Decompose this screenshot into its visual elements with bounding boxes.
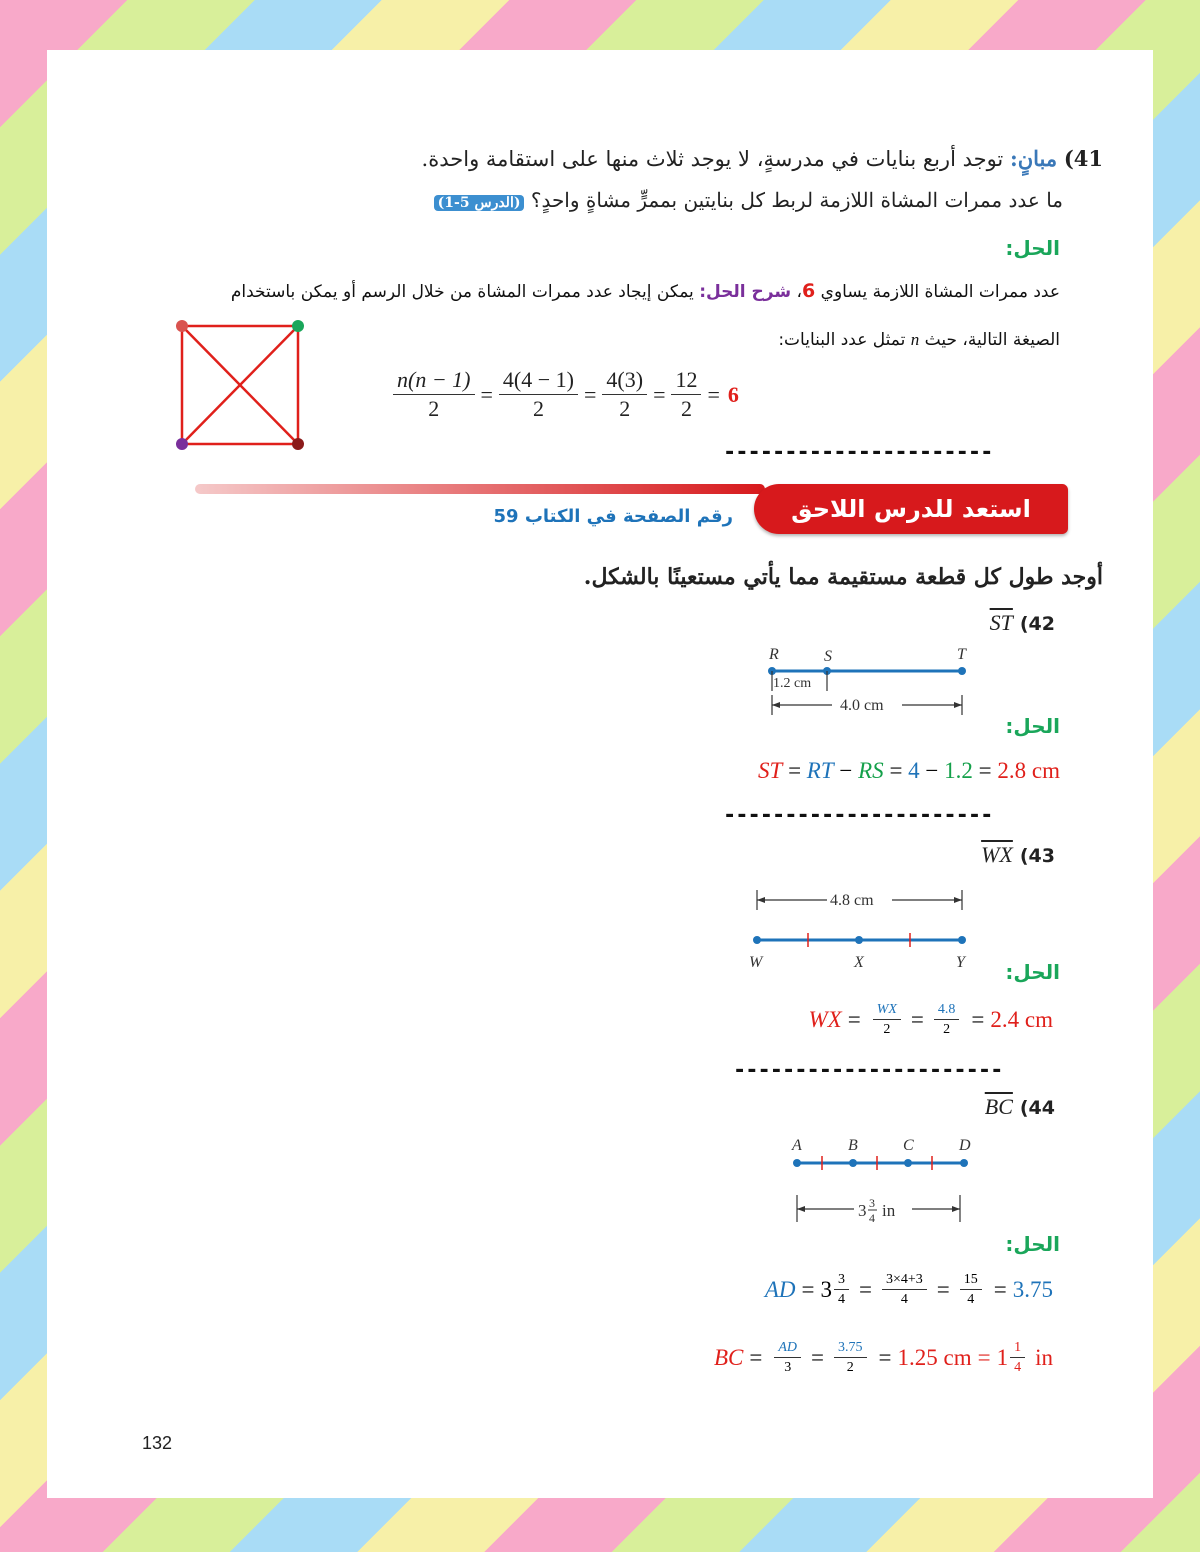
equals: = [653, 381, 666, 407]
banner-title: استعد للدرس اللاحق [754, 484, 1068, 534]
q41-graph [172, 320, 312, 450]
q44-equation-1: AD = 3 $\frac{3}{4}$ = $\frac{3\times 4+3}{4}$ = $\frac{15}{4}$ = 3.75 [764, 1272, 1053, 1308]
q43-equation: WX = $\frac{WX}{2}$ = $\frac{4.8}{2}$ = 2.4 cm [808, 1002, 1053, 1038]
q41-keyword: مبانٍ: [1009, 146, 1058, 171]
eq-result: 3.75 [1012, 1276, 1053, 1302]
q41-line2 [303, 188, 1063, 212]
q41-lesson-ref: (الدرس 5-1) [434, 195, 525, 211]
eq-result: 1.25 cm [897, 1344, 972, 1370]
q42-label-s: S [824, 648, 832, 665]
frac-num: 4.8 [934, 1002, 960, 1020]
eq-term: BC [714, 1344, 744, 1370]
q42-solution-label: الحل: [1005, 714, 1060, 738]
q41-formula-intro [560, 330, 1060, 350]
formula-num: 12 [671, 368, 701, 395]
frac-den: 3 [784, 1360, 792, 1376]
q42-header [990, 610, 1055, 636]
frac-den: 4 [1014, 1360, 1022, 1376]
q42-number: (42 [1019, 613, 1055, 635]
formula-num: 4(4 − 1) [499, 368, 578, 395]
page [47, 50, 1153, 1498]
eq-whole: 3 [820, 1276, 832, 1302]
q41-comma: ، [796, 282, 802, 302]
q44-label-a: A [792, 1137, 802, 1154]
q41-solution-label: الحل: [1005, 236, 1060, 260]
frac-num: 3.75 [834, 1340, 867, 1358]
page-number: 132 [142, 1433, 173, 1453]
q43-segment: $\overline{WX}$ [981, 842, 1013, 867]
q43-label-y: Y [956, 954, 965, 971]
q42-small-measure: 1.2 cm [773, 676, 812, 691]
frac-den: 4 [967, 1292, 975, 1308]
frac-num: 3×4+3 [882, 1272, 927, 1290]
graph-vertex [176, 320, 188, 332]
q42-label-t: T [957, 646, 966, 663]
frac-den: 2 [943, 1022, 951, 1038]
q43-header [981, 842, 1055, 868]
graph-vertex [292, 438, 304, 450]
eq-term: 4 [908, 758, 920, 783]
frac-num: WX [873, 1002, 901, 1020]
q42-big-measure: 4.0 cm [840, 697, 884, 714]
q44-segment: $\overline{BC}$ [984, 1094, 1013, 1119]
formula-den: 2 [680, 396, 692, 422]
q44-measure-num: 3 [869, 1196, 875, 1210]
separator-3: ---------------------- [733, 1058, 1003, 1083]
q41-text1: توجد أربع بنايات في مدرسةٍ، لا يوجد ثلاث منها على استقامة واحدة. [421, 147, 1004, 171]
eq-whole: 1 [996, 1344, 1009, 1370]
q41-formula [387, 368, 739, 421]
q44-header [985, 1094, 1055, 1120]
q43-figure [742, 885, 982, 975]
q43-solution-label: الحل: [1005, 960, 1060, 984]
eq-term: 1.2 [944, 758, 973, 783]
q42-figure [752, 645, 992, 725]
eq-result: 2.8 cm [997, 758, 1060, 783]
q43-label-x: X [854, 954, 864, 971]
formula-num: 4(3) [602, 368, 647, 395]
formula-den: 2 [428, 396, 440, 422]
q41-explain-text: يمكن إيجاد عدد ممرات المشاة من خلال الرسم أو يمكن باستخدام [230, 282, 694, 302]
q44-measure-whole: 3 [858, 1201, 867, 1220]
q42-label-r: R [769, 646, 779, 663]
eq-term: RS [858, 758, 884, 783]
frac-den: 4 [900, 1292, 908, 1308]
q43-measure: 4.8 cm [830, 892, 874, 909]
formula-den: 2 [619, 396, 631, 422]
q41-number: 41) [1063, 146, 1103, 171]
formula-den: 2 [532, 396, 544, 422]
equals: = [480, 381, 493, 407]
instruction: أوجد طول كل قطعة مستقيمة مما يأتي مستعينًا بالشكل. [583, 564, 1103, 590]
q44-label-b: B [848, 1137, 858, 1154]
q41-text2: ما عدد ممرات المشاة اللازمة لربط كل بنايتين بممرٍّ مشاةٍ واحدٍ؟ [530, 188, 1063, 212]
frac-den: 2 [846, 1360, 854, 1376]
banner-page-ref: رقم الصفحة في الكتاب 59 [493, 506, 733, 527]
separator-2: ---------------------- [723, 803, 993, 828]
q44-number: (44 [1019, 1097, 1055, 1119]
q44-equation-2: BC = $\frac{AD}{3}$ = $\frac{3.75}{2}$ = 1.25 cm = 1 $\frac{1}{4}$ in [714, 1340, 1053, 1376]
q44-label-d: D [959, 1137, 971, 1154]
q41-explain-label: شرح الحل: [699, 282, 792, 302]
q42-equation: ST = RT − RS = 4 − 1.2 = 2.8 cm [758, 758, 1060, 783]
frac-den: 4 [838, 1292, 845, 1308]
frac-num: 1 [1010, 1340, 1025, 1358]
q41-formula-intro-a: الصيغة التالية، حيث [924, 330, 1060, 350]
q44-solution-label: الحل: [1005, 1232, 1060, 1256]
q43-label-w: W [749, 954, 763, 971]
frac-num: 15 [960, 1272, 982, 1290]
formula-result: 6 [727, 381, 739, 407]
q43-number: (43 [1019, 845, 1055, 867]
banner-line [195, 484, 765, 494]
graph-vertex [176, 438, 188, 450]
eq-unit: in [1035, 1344, 1053, 1370]
q41-line1 [303, 146, 1103, 171]
equals: = [707, 381, 720, 407]
formula-num: n(n − 1) [393, 368, 475, 395]
q42-segment: $\overline{ST}$ [989, 610, 1013, 635]
q41-answer-text: عدد ممرات المشاة اللازمة يساوي [820, 282, 1060, 302]
eq-term: WX [808, 1006, 842, 1032]
frac-num: 3 [834, 1272, 849, 1290]
frac-num: AD [774, 1340, 801, 1358]
q44-measure-unit: in [882, 1201, 896, 1220]
eq-term: AD [764, 1276, 796, 1302]
q41-answer-value: 6 [802, 280, 816, 302]
q44-measure-den: 4 [869, 1211, 875, 1225]
q41-formula-intro-b: تمثل عدد البنايات: [778, 330, 906, 350]
eq-result: 2.4 cm [990, 1006, 1053, 1032]
q41-answer-line [100, 280, 1060, 302]
q44-label-c: C [903, 1137, 914, 1154]
eq-term: RT [806, 758, 834, 783]
graph-vertex [292, 320, 304, 332]
separator-1: ---------------------- [723, 440, 993, 465]
q41-formula-var: n [910, 330, 920, 349]
eq-term: ST [758, 758, 783, 783]
equals: = [583, 381, 597, 407]
frac-den: 2 [883, 1022, 891, 1038]
q44-figure [782, 1130, 982, 1235]
